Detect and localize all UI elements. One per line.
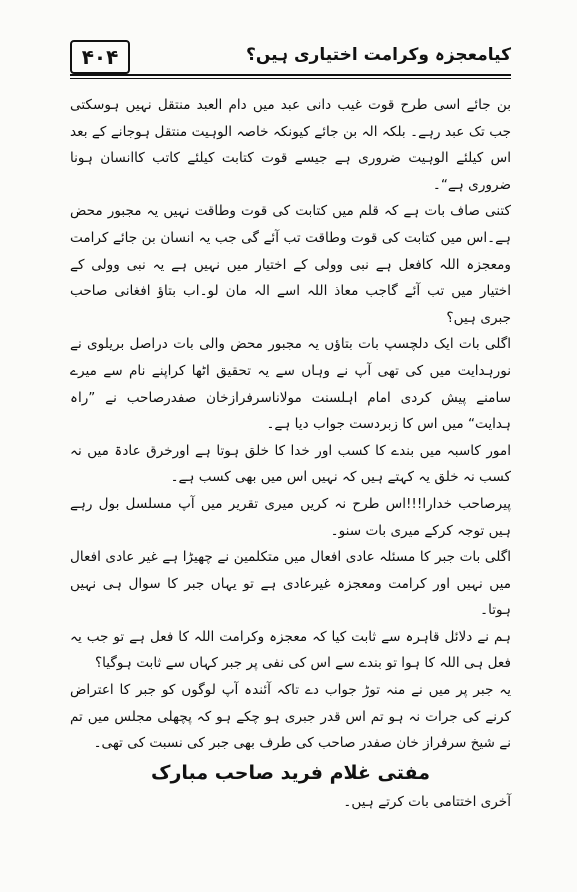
paragraph-1: بن جائے اسی طرح قوت غیب دانی عبد میں دام العبد منتقل نہیں ہوسکتی جب تک عبد رہے۔ بلکہ الہ بن جائے کیونکہ خاصہ الوہیت منتقل ہوجانے کے بعد اس کیلئے الوہیت ضروری ہے جیسے قوت کتابت کیلئے کاتب کاانسان ہونا ضروری ہے“۔ <box>70 97 511 193</box>
paragraph-5: پیرصاحب خدارا!!!اس طرح نہ کریں میری تقریر میں آپ مسلسل بول رہے ہیں توجہ کرکے میری بات سنو۔ <box>70 495 511 539</box>
header-rule-thin <box>70 78 511 79</box>
closing-line: آخری اختتامی بات کرتے ہیں۔ <box>343 793 511 810</box>
running-title: کیامعجزہ وکرامت اختیاری ہیں؟ <box>245 45 511 65</box>
paragraph-7: ہم نے دلائل قاہرہ سے ثابت کیا کہ معجزہ وکرامت اللہ کا فعل ہے تو جب یہ فعل ہی اللہ کا ہوا تو بندے سے اس کی نفی پر جبر کہاں سے ثابت ہوگیا؟ <box>70 628 511 672</box>
paragraph-4: امور کاسبہ میں بندے کا کسب اور خدا کا خلق ہوتا ہے اورخرق عادۃ میں نہ کسب نہ خلق یہ کہتے ہیں کہ نہیں اس میں بھی کسب ہے۔ <box>70 442 511 486</box>
paragraph-8: یہ جبر پر میں نے منہ توڑ جواب دے تاکہ آئندہ آپ لوگوں کو جبر کا اعتراض کرنے کی جرات نہ ہو تم اس قدر جبری ہو چکے ہو کہ پچھلی مجلس میں تم نے شیخ سرفراز خان صفدر صاحب کی طرف بھی جبر کی نسبت کی تھی۔ <box>70 682 511 752</box>
paragraph-6: اگلی بات جبر کا مسئلہ عادی افعال میں متکلمین نے چھیڑا ہے غیر عادی افعال میں نہیں اور کرامت ومعجزہ غیرعادی ہے تو یہاں جبر کا سوال ہی نہیں ہوتا۔ <box>70 549 511 619</box>
paragraph-3: اگلی بات ایک دلچسپ بات بتاؤں یہ مجبور محض والی بات دراصل بریلوی نے نورہدایت میں کی تھی آپ نے وہاں سے یہ تحقیق اٹھا کراپنے نام سے میرے سامنے پیش کردی امام اہلسنت مولاناسرفرازخان صفدرصاحب نے ”راہ ہدایت“ میں اس کا زبردست جواب دیا ہے۔ <box>70 336 511 433</box>
page-header <box>70 36 511 80</box>
header-rule-thick <box>70 74 511 76</box>
page-number-box: ۴۰۴ <box>70 40 130 74</box>
paragraph-2: کتنی صاف بات ہے کہ قلم میں کتابت کی قوت وطاقت نہیں یہ مجبور محض ہے۔اس میں کتابت کی قوت وطاقت تب آئے گی جب یہ انسان بن جائے کرامت ومعجزہ اللہ کافعل ہے نبی وولی کے اختیار میں نہیں ہے یہ نبی وولی کے اختیار میں تب آئے گاجب معاذ اللہ اسے الہ مان لو۔اب بتاؤ افغانی صاحب جبری ہیں؟ <box>70 203 511 326</box>
speaker-heading: مفتی غلام فرید صاحب مبارک <box>151 761 430 784</box>
page-body <box>70 92 511 815</box>
